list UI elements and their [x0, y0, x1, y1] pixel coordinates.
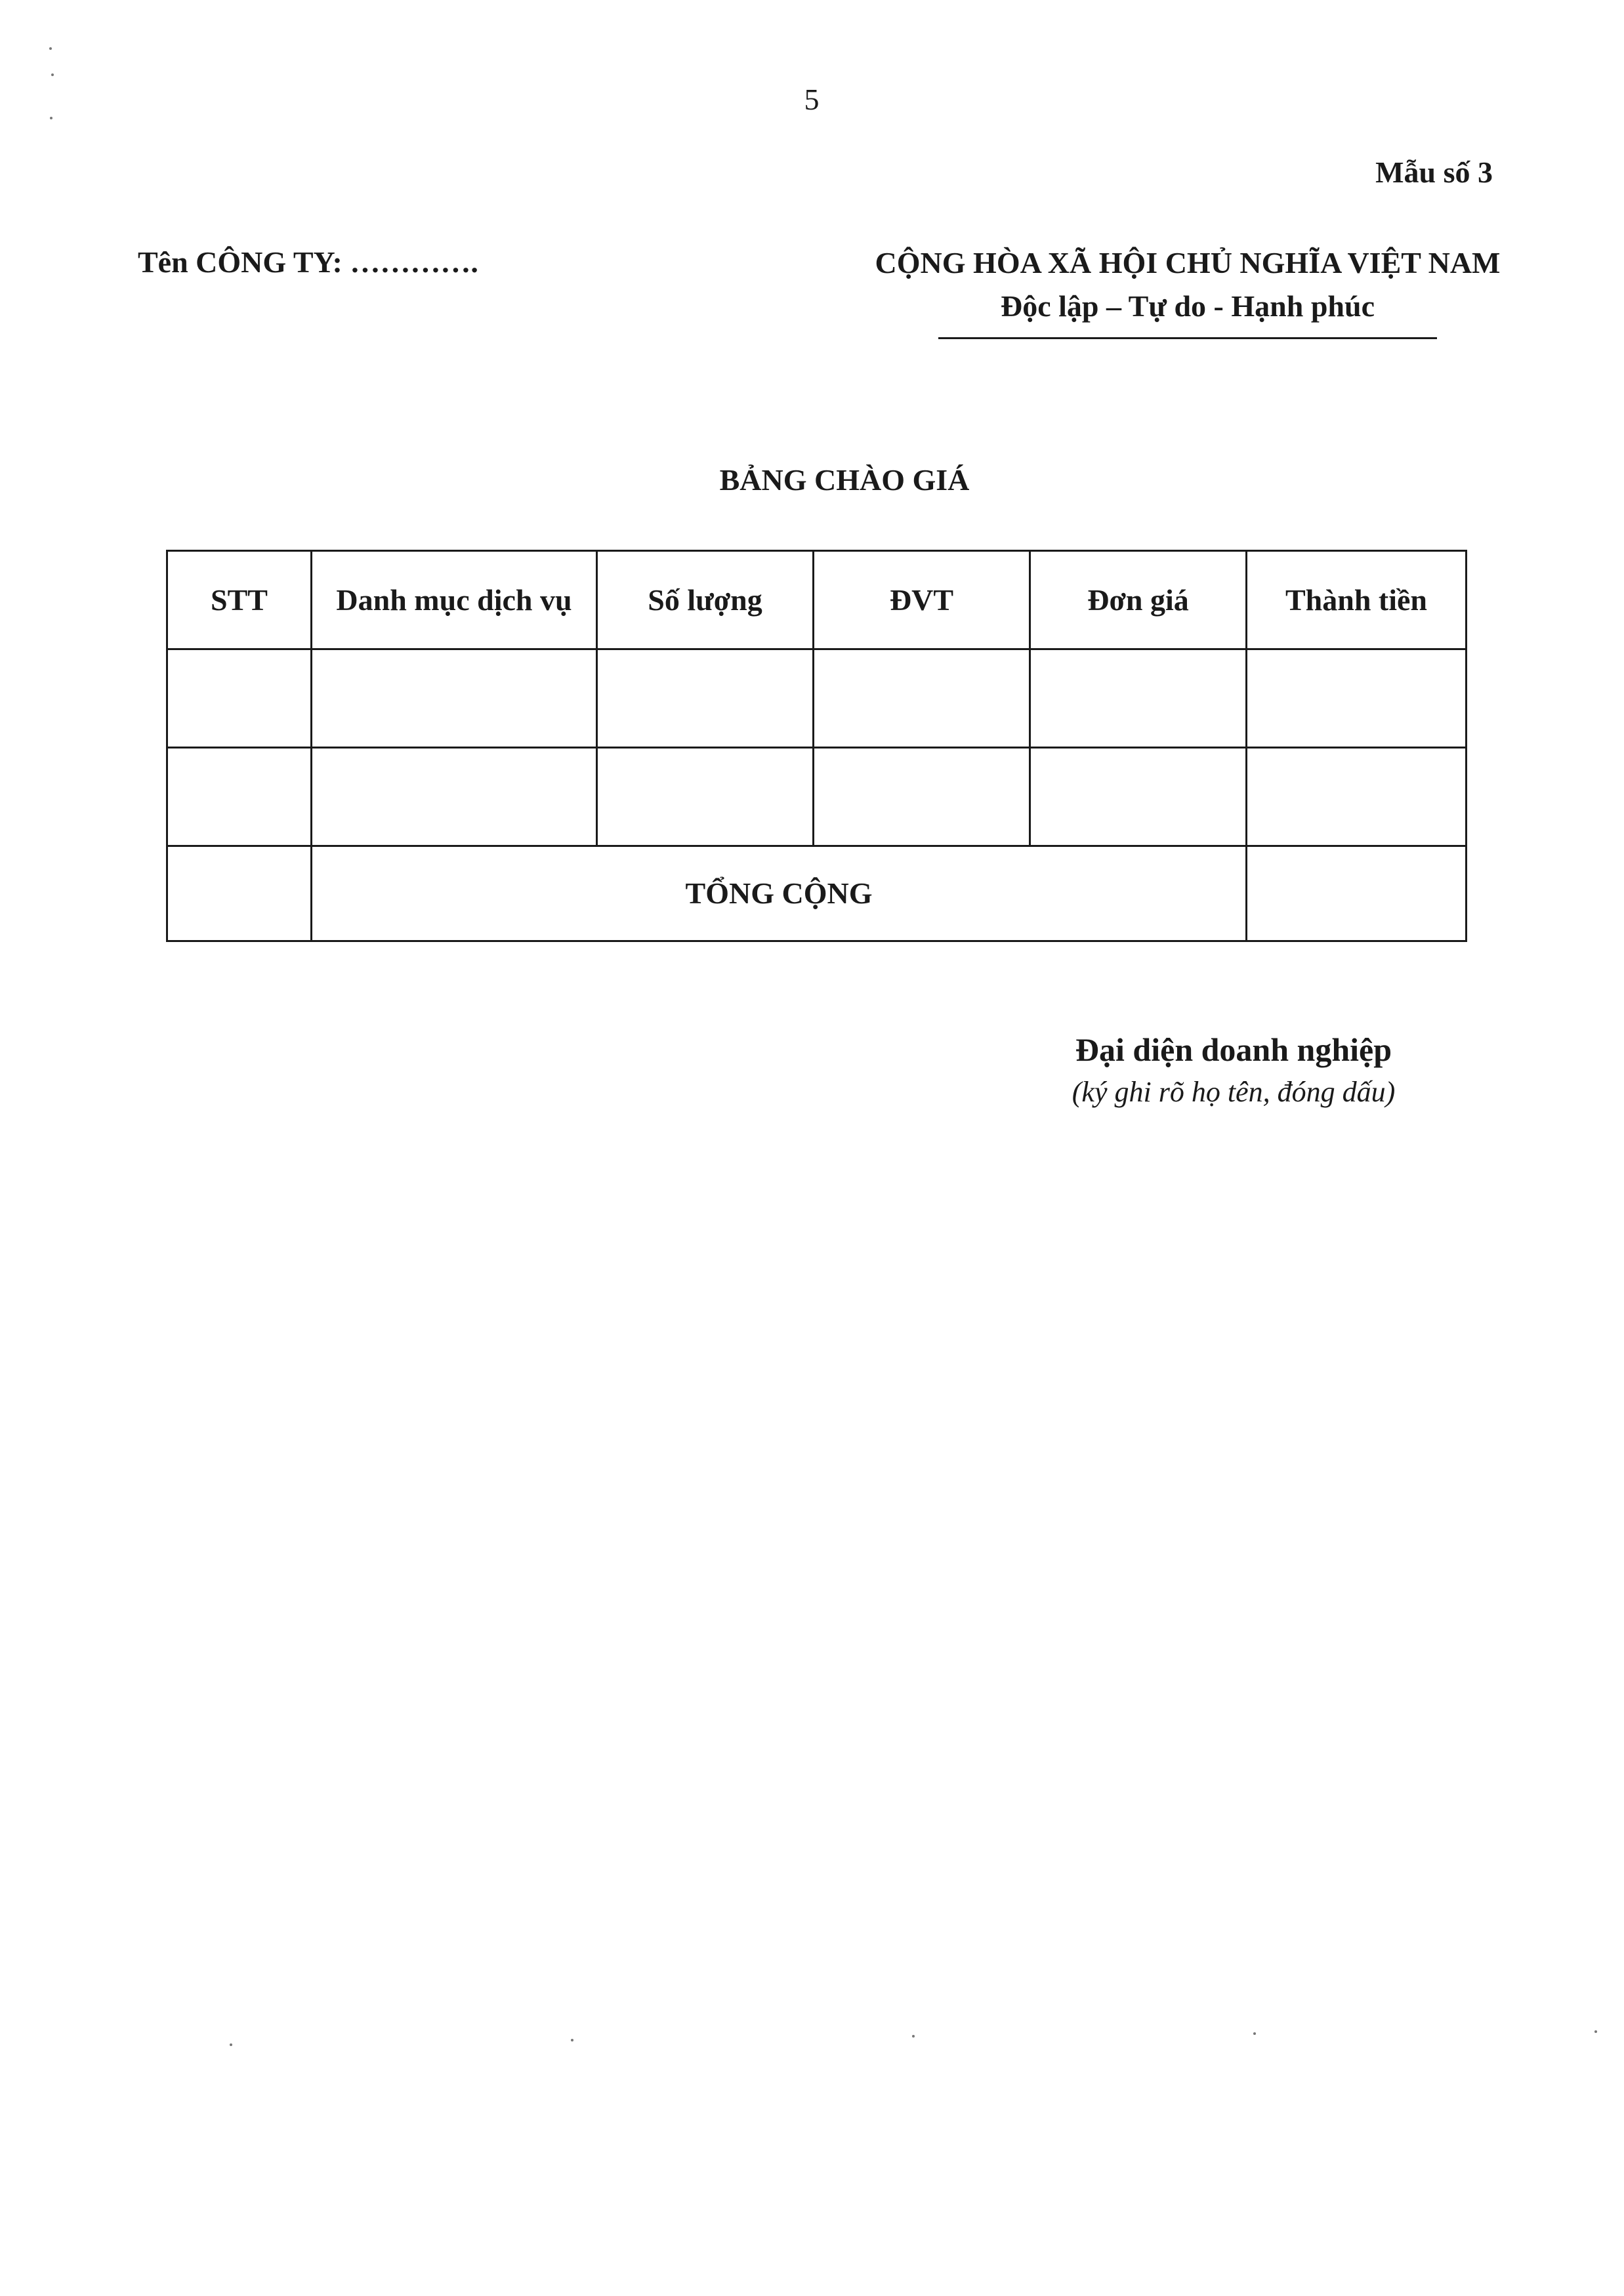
- form-number: Mẫu số 3: [1375, 155, 1493, 189]
- total-label: TỔNG CỘNG: [312, 846, 1247, 941]
- signature-block: [984, 1027, 1483, 1112]
- scan-speck: [1594, 2030, 1597, 2033]
- national-motto: Độc lập – Tự do - Hạnh phúc: [1001, 289, 1375, 323]
- scan-speck: [49, 47, 52, 50]
- scan-speck: [50, 117, 52, 119]
- document-title: BẢNG CHÀO GIÁ: [719, 463, 970, 497]
- scan-speck: [912, 2035, 915, 2038]
- table-cell: [597, 748, 814, 846]
- table-cell: [1030, 649, 1247, 748]
- table-cell: [312, 649, 597, 748]
- table-cell: [814, 649, 1030, 748]
- table-cell: [597, 649, 814, 748]
- scan-speck: [51, 73, 54, 76]
- table-row: [167, 748, 1467, 846]
- scan-speck: [230, 2043, 232, 2046]
- table-cell: [167, 748, 312, 846]
- scan-speck: [1253, 2032, 1256, 2035]
- table-cell: [1247, 649, 1467, 748]
- table-cell: [167, 846, 312, 941]
- table-header-row: [167, 551, 1467, 649]
- page-number: 5: [804, 83, 820, 116]
- table-row: [167, 649, 1467, 748]
- table-cell: [312, 748, 597, 846]
- header-unit-price: Đơn giá: [1030, 551, 1247, 649]
- signer-note: (ký ghi rõ họ tên, đóng dấu): [1072, 1076, 1396, 1108]
- header-quantity: Số lượng: [597, 551, 814, 649]
- table-total-row: [167, 846, 1467, 941]
- scan-speck: [571, 2039, 573, 2041]
- table-cell: [1030, 748, 1247, 846]
- header-unit: ĐVT: [814, 551, 1030, 649]
- price-quote-table: [166, 550, 1467, 942]
- total-value: [1247, 846, 1467, 941]
- motto-underline: [938, 337, 1437, 339]
- national-header: [827, 241, 1549, 339]
- header-stt: STT: [167, 551, 312, 649]
- country-name: CỘNG HÒA XÃ HỘI CHỦ NGHĨA VIỆT NAM: [875, 246, 1501, 279]
- company-name-line: Tên CÔNG TY: ………….: [138, 245, 478, 279]
- table-cell: [167, 649, 312, 748]
- signer-title: Đại diện doanh nghiệp: [1075, 1031, 1392, 1068]
- header-amount: Thành tiền: [1247, 551, 1467, 649]
- table-cell: [814, 748, 1030, 846]
- header-service-list: Danh mục dịch vụ: [312, 551, 597, 649]
- table-cell: [1247, 748, 1467, 846]
